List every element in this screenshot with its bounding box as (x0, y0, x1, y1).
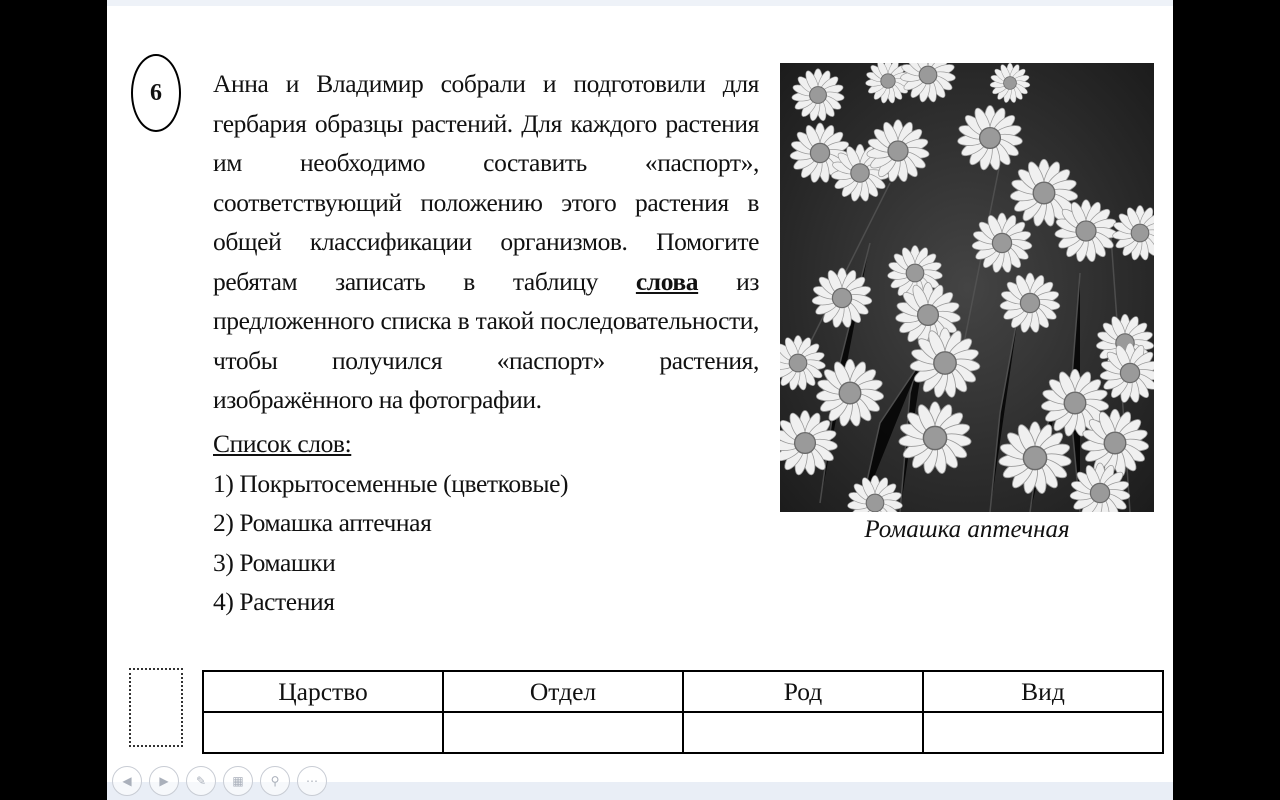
list-item: 1) Покрытосеменные (цветковые) (213, 468, 569, 498)
daisy-field-image (780, 63, 1154, 512)
header-genus: Род (683, 671, 923, 712)
slide (107, 0, 1173, 800)
chamomile-photo (780, 63, 1154, 512)
list-item: 2) Ромашка аптечная (213, 508, 432, 537)
answer-cell-kingdom[interactable] (203, 712, 443, 753)
answer-cell-genus[interactable] (683, 712, 923, 753)
slides-icon[interactable]: ▦ (223, 766, 253, 796)
question-number: 6 (131, 54, 181, 132)
slideshow-toolbar (112, 766, 327, 796)
answer-cell-division[interactable] (443, 712, 683, 753)
top-band (107, 0, 1173, 6)
more-icon[interactable]: ⋯ (297, 766, 327, 796)
list-item: 3) Ромашки (213, 547, 336, 577)
pen-icon[interactable]: ✎ (186, 766, 216, 796)
answer-row (203, 712, 1163, 753)
photo-caption: Ромашка аптечная (864, 516, 1070, 543)
answer-cell-species[interactable] (923, 712, 1163, 753)
classification-table (202, 670, 1164, 754)
score-box[interactable] (129, 668, 183, 747)
task-emphasis: слова (635, 266, 699, 296)
table-header-row (203, 671, 1163, 712)
task-text-part1: Анна и Владимир собрали и подготовили для гербария образцы растений. Для каждого растения им необходимо составить «паспорт», соответствующий положению этого растения в общей классификации организмов. Помогите ребятам записать в таблицу (213, 69, 759, 296)
task-text (213, 64, 759, 420)
task-text-part2: из предложенного списка в такой последовательности, чтобы получился «паспорт» растения, изображённого на фотографии. (213, 266, 760, 414)
prev-icon[interactable]: ◀ (112, 766, 142, 796)
zoom-icon[interactable]: ⚲ (260, 766, 290, 796)
list-item: 4) Растения (213, 587, 335, 616)
header-species: Вид (923, 671, 1163, 712)
header-kingdom: Царство (203, 671, 443, 712)
header-division: Отдел (443, 671, 683, 712)
word-list-title: Список слов: (213, 429, 352, 458)
next-icon[interactable]: ▶ (149, 766, 179, 796)
word-list (213, 424, 568, 622)
